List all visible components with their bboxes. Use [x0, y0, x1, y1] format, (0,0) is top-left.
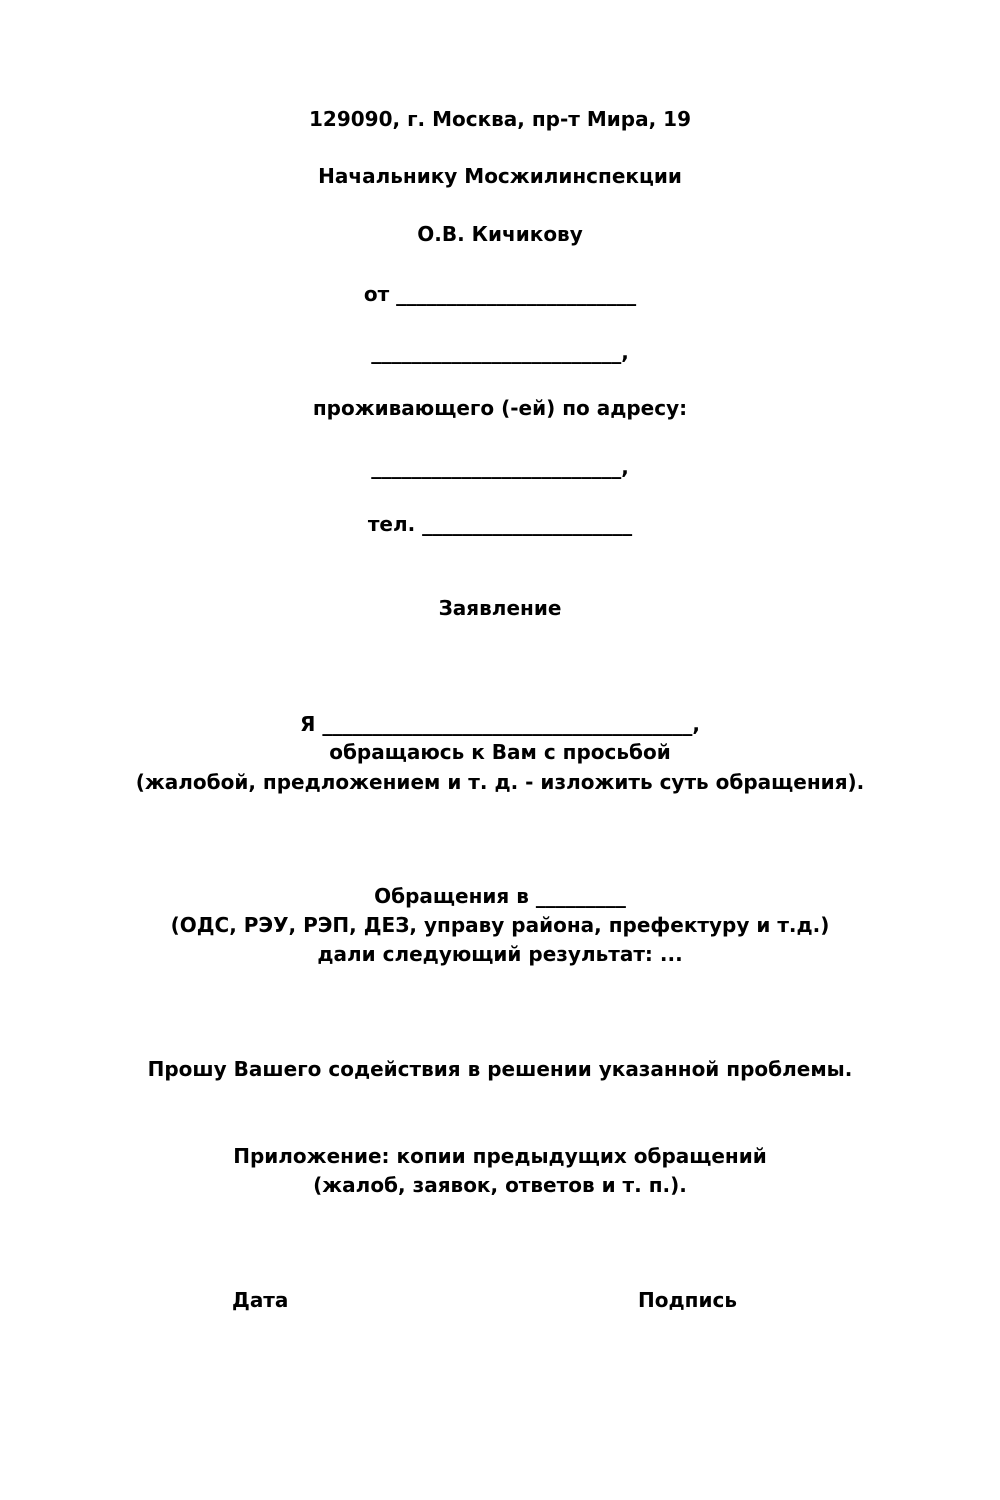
body-request-note: (жалобой, предложением и т. д. - изложить суть обращения). [135, 770, 865, 794]
recipient-name: О.В. Кичикову [417, 222, 583, 246]
document-title: Заявление [438, 596, 562, 620]
body-assistance-request: Прошу Вашего содействия в решении указанной проблемы. [147, 1057, 853, 1081]
body-request-line: обращаюсь к Вам с просьбой [329, 740, 671, 764]
footer-signature-label: Подпись [638, 1288, 737, 1312]
recipient-position: Начальнику Мосжилинспекции [318, 164, 682, 188]
body-appeals-result: дали следующий результат: ... [317, 942, 683, 966]
footer-date-label: Дата [232, 1288, 289, 1312]
sender-phone-line: тел. _____________________ [367, 512, 633, 536]
recipient-address: 129090, г. Москва, пр-т Мира, 19 [309, 107, 691, 131]
body-appeals-note: (ОДС, РЭУ, РЭП, ДЕЗ, управу района, префектуру и т.д.) [170, 913, 830, 937]
body-appeals-line: Обращения в _________ [374, 884, 626, 908]
body-attachment-note: (жалоб, заявок, ответов и т. п.). [313, 1173, 687, 1197]
sender-from-line: от ________________________ [363, 282, 637, 306]
sender-name-line: _________________________, [371, 340, 629, 364]
body-intro-line: Я _____________________________________, [300, 712, 700, 736]
sender-residence-label: проживающего (-ей) по адресу: [312, 396, 688, 420]
sender-address-line: _________________________, [371, 455, 629, 479]
body-attachment-line: Приложение: копии предыдущих обращений [233, 1144, 767, 1168]
